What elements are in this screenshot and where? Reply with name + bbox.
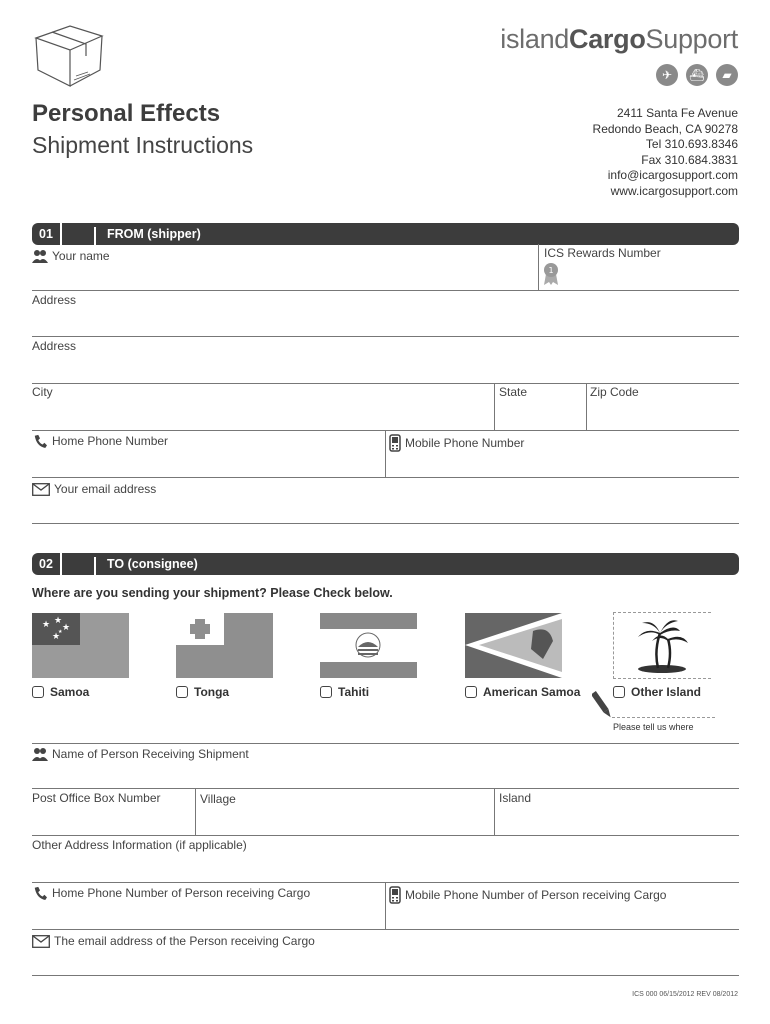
tahiti-checkbox[interactable]: [320, 686, 332, 698]
destination-question: Where are you sending your shipment? Please Check below.: [32, 586, 393, 600]
mobile-phone-field[interactable]: [389, 434, 524, 452]
po-box-label: Post Office Box Number: [32, 791, 161, 805]
email-label: Your email address: [54, 482, 157, 496]
mobile-phone-icon: [389, 886, 401, 904]
city-field[interactable]: [32, 385, 53, 399]
city-label: City: [32, 385, 53, 399]
option-label: Tahiti: [338, 685, 370, 699]
section-to-header: [32, 553, 739, 575]
receiver-name-field[interactable]: [32, 747, 249, 761]
tahiti-flag-icon: [320, 613, 417, 678]
tonga-checkbox[interactable]: [176, 686, 188, 698]
svg-text:★: ★: [54, 616, 63, 626]
contact-street: 2411 Santa Fe Avenue: [617, 106, 738, 120]
section-number: 01: [39, 227, 53, 241]
address-line-2-field[interactable]: [32, 339, 76, 353]
state-label: State: [499, 385, 528, 399]
samoa-flag-icon: [32, 613, 129, 678]
pencil-icon: [592, 688, 612, 722]
award-ribbon-icon: [542, 262, 560, 286]
rewards-number-field[interactable]: [544, 246, 661, 260]
other-address-field[interactable]: [32, 838, 247, 852]
receiver-home-phone-field[interactable]: [32, 886, 310, 900]
other-address-label: Other Address Information (if applicable): [32, 838, 247, 852]
address-1-label: Address: [32, 293, 77, 307]
option-label: Tonga: [194, 685, 230, 699]
envelope-icon: [32, 483, 50, 496]
island-field[interactable]: [499, 791, 531, 805]
receiver-mobile-phone-label: Mobile Phone Number of Person receiving Cargo: [405, 888, 667, 902]
option-label: American Samoa: [483, 685, 581, 699]
svg-text:★: ★: [58, 629, 63, 635]
village-field[interactable]: [200, 792, 236, 806]
other-island-note: Please tell us where: [613, 722, 694, 732]
option-label: Other Island: [631, 685, 702, 699]
section-title: FROM (shipper): [107, 227, 201, 241]
receiver-name-label: Name of Person Receiving Shipment: [52, 747, 249, 761]
tonga-flag-icon: [176, 613, 273, 678]
home-phone-field[interactable]: [32, 434, 168, 448]
contact-web: www.icargosupport.com: [610, 183, 738, 198]
zip-field[interactable]: [590, 385, 639, 399]
page-subtitle: Shipment Instructions: [32, 132, 254, 158]
zip-label: Zip Code: [590, 385, 639, 399]
email-field[interactable]: [32, 482, 156, 496]
envelope-icon: [32, 935, 50, 948]
state-field[interactable]: [499, 385, 527, 399]
american-samoa-flag-icon: [465, 613, 562, 678]
svg-text:★: ★: [52, 632, 61, 642]
receiver-email-field[interactable]: [32, 934, 315, 948]
village-label: Village: [200, 792, 236, 806]
home-phone-label: Home Phone Number: [52, 434, 169, 448]
airplane-icon: ✈: [656, 64, 678, 86]
contact-email: info@icargosupport.com: [607, 168, 738, 182]
svg-text:1: 1: [548, 266, 554, 275]
receiver-email-label: The email address of the Person receiving Cargo: [54, 934, 315, 948]
mobile-phone-label: Mobile Phone Number: [405, 436, 525, 450]
people-icon: [32, 747, 48, 761]
option-other-island[interactable]: [613, 685, 701, 699]
po-box-field[interactable]: [32, 791, 161, 805]
ship-icon: ⛴: [686, 64, 708, 86]
island-label: Island: [499, 791, 532, 805]
american-samoa-checkbox[interactable]: [465, 686, 477, 698]
svg-text:★: ★: [62, 623, 71, 633]
truck-icon: ▰: [716, 64, 738, 86]
section-number: 02: [39, 557, 53, 571]
address-line-1-field[interactable]: [32, 293, 76, 307]
rewards-label: ICS Rewards Number: [544, 246, 661, 260]
address-2-label: Address: [32, 339, 77, 353]
other-island-checkbox[interactable]: [613, 686, 625, 698]
contact-block: [593, 106, 738, 199]
box-logo-icon: [30, 20, 110, 90]
option-tonga[interactable]: [176, 685, 229, 699]
contact-tel: Tel 310.693.8346: [645, 137, 738, 151]
palm-tree-island-icon: [614, 613, 711, 678]
phone-handset-icon: [32, 434, 48, 448]
your-name-field[interactable]: [32, 249, 110, 263]
page-title: Personal Effects: [32, 100, 221, 127]
contact-city: Redondo Beach, CA 90278: [592, 121, 738, 136]
service-icons: [656, 64, 738, 86]
your-name-label: Your name: [52, 249, 110, 263]
option-label: Samoa: [50, 685, 90, 699]
option-tahiti[interactable]: [320, 685, 369, 699]
option-american-samoa[interactable]: [465, 685, 580, 699]
option-samoa[interactable]: [32, 685, 89, 699]
receiver-mobile-phone-field[interactable]: [389, 886, 666, 904]
people-icon: [32, 249, 48, 263]
section-title: TO (consignee): [107, 557, 198, 571]
contact-fax: Fax 310.684.3831: [641, 152, 738, 167]
section-from-header: [32, 223, 739, 245]
phone-handset-icon: [32, 886, 48, 900]
form-revision: ICS 000 06/15/2012 REV 08/2012: [632, 991, 738, 998]
mobile-phone-icon: [389, 434, 401, 452]
brand-logo: islandCargoSupport: [500, 24, 738, 54]
receiver-home-phone-label: Home Phone Number of Person receiving Cargo: [52, 886, 311, 900]
svg-text:★: ★: [42, 620, 51, 630]
samoa-checkbox[interactable]: [32, 686, 44, 698]
